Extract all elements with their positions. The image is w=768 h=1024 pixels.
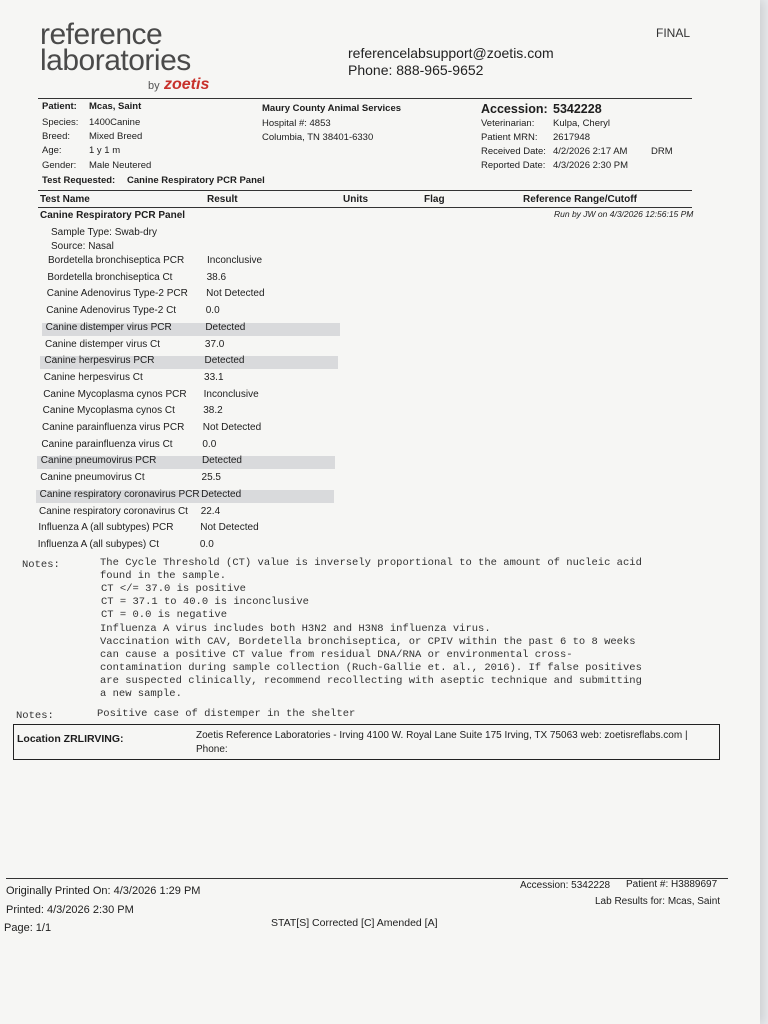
- status-legend: STAT[S] Corrected [C] Amended [A]: [271, 917, 438, 929]
- result-test-name: Canine respiratory coronavirus Ct: [39, 505, 188, 517]
- location-phone: Phone:: [196, 744, 228, 755]
- result-value: 25.5: [201, 472, 221, 484]
- veterinarian-label: Veterinarian:: [481, 118, 535, 129]
- gender-label: Gender:: [42, 160, 77, 171]
- location-address: Zoetis Reference Laboratories - Irving 4100 W. Royal Lane Suite 175 Irving, TX 75063 web: zoetisreflabs.com |: [196, 730, 688, 741]
- result-value: 0.0: [202, 438, 217, 450]
- col-flag: Flag: [424, 194, 445, 205]
- report-status: FINAL: [656, 26, 691, 40]
- species-label: Species:: [42, 117, 79, 128]
- footer-divider: [6, 878, 728, 879]
- logo-line-2: laboratories: [40, 44, 191, 77]
- notes-line: Vaccination with CAV, Bordetella bronchiseptica, or CPIV within the past 6 to 8 weeks: [100, 635, 636, 648]
- result-test-name: Bordetella bronchiseptica Ct: [47, 271, 173, 283]
- result-test-name: Canine distemper virus Ct: [45, 338, 161, 350]
- received-value: 4/2/2026 2:17 AM: [553, 146, 628, 157]
- result-value: 38.2: [203, 405, 223, 417]
- age-label: Age:: [42, 145, 62, 156]
- accession-label: Accession:: [481, 102, 548, 116]
- sample-type: Sample Type: Swab-dry: [51, 227, 157, 238]
- notes-line: The Cycle Threshold (CT) value is inversely proportional to the amount of nucleic acid: [100, 557, 642, 569]
- result-test-name: Canine herpesvirus PCR: [44, 355, 155, 367]
- result-test-name: Bordetella bronchiseptica PCR: [48, 255, 185, 266]
- result-value: 22.4: [200, 505, 221, 517]
- veterinarian-value: Kulpa, Cheryl: [553, 118, 611, 129]
- notes-distemper: Positive case of distemper in the shelter: [97, 708, 356, 720]
- clinic-name: Maury County Animal Services: [262, 103, 402, 114]
- notes-line: CT </= 37.0 is positive: [101, 583, 246, 596]
- logo-line-1: reference: [40, 18, 163, 51]
- result-test-name: Canine parainfluenza virus Ct: [41, 438, 173, 450]
- species-value: 1400Canine: [89, 117, 141, 128]
- footer-lab-results: Lab Results for: Mcas, Saint: [595, 896, 721, 907]
- notes-line: found in the sample.: [100, 570, 227, 583]
- location-label: Location ZRLIRVING:: [17, 733, 124, 745]
- page-number: Page: 1/1: [4, 922, 52, 934]
- patient-name: Mcas, Saint: [89, 101, 142, 112]
- test-requested-value: Canine Respiratory PCR Panel: [127, 175, 265, 186]
- notes-line: Influenza A virus includes both H3N2 and H3N8 influenza virus.: [100, 622, 491, 635]
- result-test-name: Canine Mycoplasma cynos PCR: [43, 388, 187, 400]
- col-units: Units: [343, 194, 368, 205]
- logo-by: by: [148, 80, 160, 92]
- notes-line: CT = 0.0 is negative: [101, 609, 228, 622]
- reported-label: Reported Date:: [481, 160, 546, 171]
- table-top-divider: [38, 190, 692, 191]
- notes-line: are suspected clinically, recommend recollecting with aseptic technique and submitting: [100, 674, 642, 687]
- result-test-name: Canine Adenovirus Type-2 PCR: [46, 288, 188, 300]
- result-value: Not Detected: [202, 422, 262, 433]
- result-test-name: Influenza A (all subtypes) PCR: [38, 522, 174, 534]
- support-email[interactable]: referencelabsupport@zoetis.com: [348, 45, 554, 61]
- zoetis-logo: zoetis: [164, 76, 210, 93]
- notes-line: CT = 37.1 to 40.0 is inconclusive: [101, 596, 309, 609]
- result-value: 38.6: [206, 271, 227, 283]
- header-divider: [38, 98, 692, 99]
- result-value: Detected: [201, 455, 242, 467]
- test-requested-label: Test Requested:: [42, 175, 116, 186]
- gender-value: Male Neutered: [89, 160, 152, 171]
- notes-line: can cause a positive CT value from residual DNA/RNA or environmental cross-: [100, 648, 573, 661]
- col-test-name: Test Name: [40, 194, 90, 205]
- result-test-name: Canine parainfluenza virus PCR: [42, 422, 185, 433]
- result-test-name: Canine Adenovirus Type-2 Ct: [46, 305, 177, 317]
- notes-label: Notes:: [22, 559, 60, 571]
- result-test-name: Influenza A (all subypes) Ct: [37, 538, 159, 550]
- mrn-label: Patient MRN:: [481, 132, 538, 143]
- breed-value: Mixed Breed: [89, 131, 143, 142]
- footer-accession: Accession: 5342228: [520, 880, 611, 891]
- breed-label: Breed:: [42, 131, 70, 142]
- accession-number: 5342228: [553, 102, 602, 116]
- result-value: Not Detected: [200, 522, 259, 534]
- clinic-city: Columbia, TN 38401-6330: [262, 132, 374, 143]
- result-test-name: Canine pneumovirus Ct: [40, 472, 145, 484]
- result-test-name: Canine respiratory coronavirus PCR: [39, 488, 200, 500]
- patient-label: Patient:: [42, 101, 77, 112]
- age-value: 1 y 1 m: [89, 145, 121, 156]
- received-code: DRM: [651, 146, 673, 157]
- col-reference-range: Reference Range/Cutoff: [523, 194, 637, 205]
- reported-value: 4/3/2026 2:30 PM: [553, 160, 628, 171]
- notes-line: a new sample.: [100, 688, 182, 700]
- footer-patient-number: Patient #: H3889697: [626, 879, 718, 890]
- result-value: 37.0: [204, 338, 225, 350]
- sample-source: Source: Nasal: [51, 241, 114, 252]
- result-value: Inconclusive: [203, 388, 259, 400]
- originally-printed: Originally Printed On: 4/3/2026 1:29 PM: [6, 885, 201, 897]
- result-value: Detected: [205, 321, 246, 333]
- mrn-value: 2617948: [553, 132, 590, 143]
- table-header-divider: [38, 207, 692, 208]
- run-by: Run by JW on 4/3/2026 12:56:15 PM: [554, 209, 694, 219]
- result-value: 0.0: [199, 538, 214, 550]
- result-test-name: Canine herpesvirus Ct: [43, 371, 143, 383]
- result-test-name: Canine Mycoplasma cynos Ct: [42, 405, 175, 417]
- result-value: Detected: [201, 488, 242, 500]
- notes-line: contamination during sample collection (Ruch-Gallie et. al., 2016). If false positives: [100, 661, 642, 674]
- hospital-number: Hospital #: 4853: [262, 118, 331, 129]
- printed-date: Printed: 4/3/2026 2:30 PM: [6, 904, 134, 916]
- col-result: Result: [207, 194, 238, 205]
- notes-label-2: Notes:: [16, 710, 54, 722]
- result-value: Detected: [204, 355, 245, 367]
- panel-title: Canine Respiratory PCR Panel: [40, 210, 186, 221]
- support-phone: Phone: 888-965-9652: [348, 62, 484, 78]
- result-value: 0.0: [205, 305, 220, 317]
- result-test-name: Canine distemper virus PCR: [45, 321, 172, 333]
- result-test-name: Canine pneumovirus PCR: [40, 455, 157, 467]
- result-value: Not Detected: [206, 288, 265, 300]
- result-value: 33.1: [204, 371, 224, 383]
- result-value: Inconclusive: [207, 255, 263, 266]
- received-label: Received Date:: [481, 146, 546, 157]
